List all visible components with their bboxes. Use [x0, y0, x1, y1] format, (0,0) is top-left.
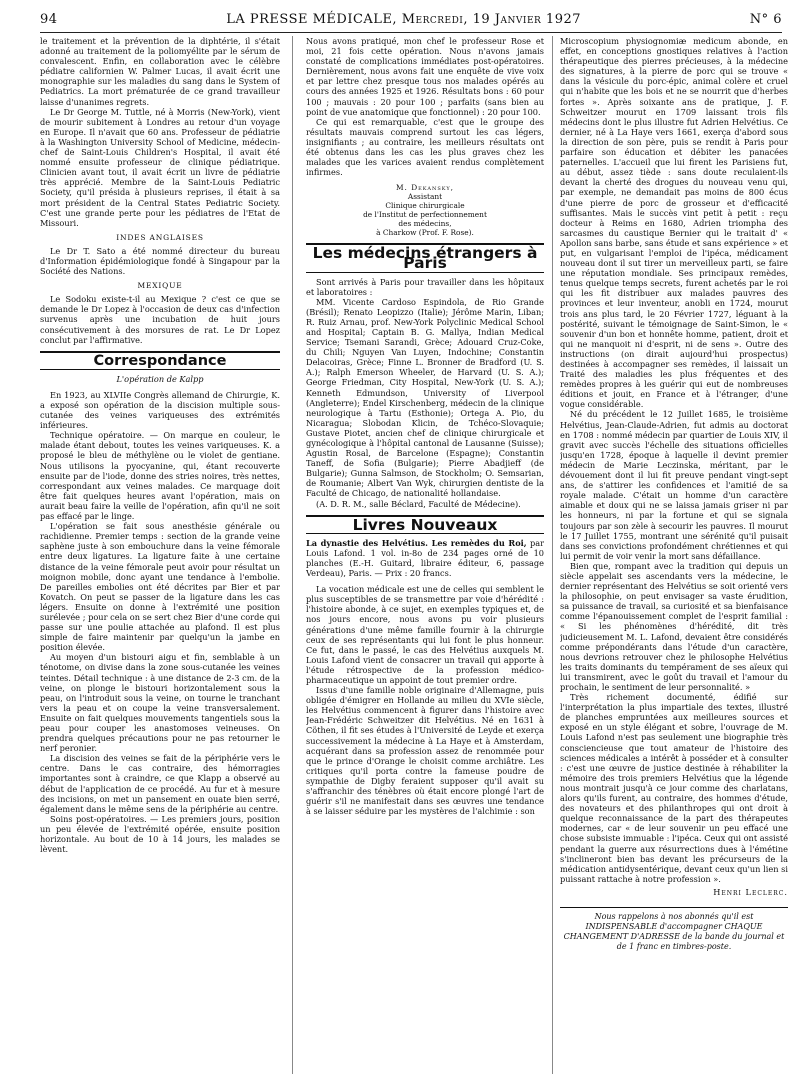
book-info: par Louis Lafond. 1 vol. in-8o de 234 pages orné de 10 planches (E.-H. Guitard, libraire éditeur, 6, passage Verdeau), Paris. — Prix : 20 francs.	[306, 537, 544, 579]
etrangers-heading: Les médecins étrangers à Paris	[306, 243, 544, 272]
paragraph: le traitement et la prévention de la diphtérie, il s'était adonné au traitement de la poliomyélite par le sérum de convalescent. Enfin, en collaboration avec le célèbre pédiatre californien W. Palmer Lucas, il avait écrit une monographie sur les maladies du sang dans le System of Pediatrics. La mort prématurée de ce grand travailleur laisse d'unanimes regrets.	[40, 36, 280, 107]
paragraph: La vocation médicale est une de celles qui semblent le plus susceptibles de se transmettre par voie d'hérédité : l'histoire abonde, à ce sujet, en exemples typiques et, de nos jours encore, nous avons pu voir plusieurs générations d'une même famille fournir à la chirurgie ceux de ses représentants qui lui font le plus honneur. Ce fut, dans le passé, le cas des Helvétius auxquels M. Louis Lafond vient de consacrer un travail qui apporte à l'étude rétrospective de la profession médico-pharmaceutique un appoint de tout premier ordre.	[306, 584, 544, 685]
journal-title: LA PRESSE MÉDICALE, Mercredi, 19 Janvier 1927	[226, 11, 582, 27]
review-signature: Henri Leclerc.	[713, 886, 788, 897]
paragraph: Nous avons pratiqué, mon chef le professeur Rose et moi, 21 fois cette opération. Nous n'avons jamais constaté de complications immédiates post-opératoires. Dernièrement, nous avons fait une enquête de vive voix et par lettre chez presque tous nos malades opérés au cours des années 1925 et 1926. Résultats bons : 60 pour 100 ; mauvais : 20 pour 100 ; parfaits (sans bien au point de vue anatomique que fonctionnel) : 20 pour 100.	[306, 36, 544, 117]
paragraph: Né du précédent le 12 Juillet 1685, le troisième Helvétius, Jean-Claude-Adrien, fut admis au doctorat en 1708 : nommé médecin par quartier de Louis XIV, il gravit avec succès l'échelle des situations officielles jusqu'en 1728, époque à laquelle il devint premier médecin de Marie Leczinska, méritant, par le dévouement dont il lui fit preuve pendant vingt-sept ans, de s'attirer les confidences et l'amitié de sa royale malade. C'était un homme d'un caractère aimable et doux qui ne se laissa jamais griser ni par les honneurs, ni par la fortune et qui se signala toujours par son zèle à secourir les pauvres. Il mourut le 17 Juillet 1755, montrant une sérénité qu'il puisait dans ses convictions profondément chrétiennes et qui lui permit de voir venir la mort sans défaillance.	[560, 409, 788, 561]
livres-heading: Livres Nouveaux	[306, 515, 544, 534]
signature-block	[306, 183, 544, 237]
paragraph: Issus d'une famille noble originaire d'Allemagne, puis obligée d'émigrer en Hollande au milieu du XVIe siècle, les Helvétius commencent à figurer dans l'histoire avec Jean-Frédéric Schweitzer dit Helvétius. Né en 1631 à Cöthen, il fit ses études à l'Université de Leyde et exerça successivement la médecine à La Haye et à Amsterdam, acquérant dans sa profession assez de renommée pour que le prince d'Orange le choisit comme archiâtre. Les critiques qu'il porta contre la fameuse poudre de sympathie de Digby feraient supposer qu'il avait su s'affranchir des ténèbres où était encore plongé l'art de guérir s'il ne manifestait dans ses œuvres une tendance à se laisser séduire par les mystères de l'alchimie : son	[306, 685, 544, 817]
correspondance-heading: Correspondance	[40, 351, 280, 370]
paragraph: En 1923, au XLVIIe Congrès allemand de Chirurgie, K. a exposé son opération de la discision multiple sous-cutanée des veines variqueuses des extrémités inférieures.	[40, 389, 280, 431]
column-rule-1	[292, 36, 293, 1074]
page-number: 94	[40, 11, 58, 27]
issue-number: N° 6	[749, 11, 782, 27]
paragraph: Le Sodoku existe-t-il au Mexique ? c'est ce que se demande le Dr Lopez à l'occasion de deux cas d'infection survenus après une incubation de huit jours consécutivement à des morsures de rat. Le Dr Lopez conclut par l'affirmative.	[40, 294, 280, 345]
paragraph: Le Dr George M. Tuttle, né à Morris (New-York), vient de mourir subitement à Londres au retour d'un voyage en Europe. Il n'avait que 60 ans. Professeur de pédiatrie à la Washington University School of Medicine, médecin-chef de Saint-Louis Children's Hospital, il avait été nommé ensuite professeur de clinique pédiatrique. Clinicien avant tout, il avait écrit un livre de pédiatrie très apprécié. Membre de la Saint-Louis Pediatric Society, qu'il présida à plusieurs reprises, il était à sa mort président de la Central States Pediatric Society. C'est une grande perte pour les pédiatres de l'Etat de Missouri.	[40, 106, 280, 228]
section-heading-indes: INDES ANGLAISES	[116, 232, 204, 242]
page-header	[40, 6, 782, 33]
paragraph: Technique opératoire. — On marque en couleur, le malade étant debout, toutes les veines variqueuses. K. a proposé le bleu de méthylène ou le violet de gentiane. Nous utilisons la pyocyanine, qui, étant recouverte ensuite par de l'iode, donne des stries noires, très nettes, correspondant aux veines malades. Ce marquage doit être fait quelques heures avant l'opération, mais on aurait beau faire la veille de l'opération, afin qu'il ne soit pas effacé par le linge.	[40, 430, 280, 522]
paragraph: Soins post-opératoires. — Les premiers jours, position un peu élevée de l'extrémité opérée, ensuite position horizontale. Au bout de 10 à 14 jours, les malades se lèvent.	[40, 813, 280, 855]
paragraph: La discision des veines se fait de la périphérie vers le centre. Dans le cas contraire, des hémorragies importantes sont à craindre, ce que Klapp a observé au début de l'application de ce procédé. Au fur et à mesure des incisions, on met un pansement en ouate bien serré, également dans le même sens de la périphérie au centre.	[40, 753, 280, 814]
signature-line: des médecins,	[398, 219, 452, 229]
paragraph: Microscopium physiognomiæ medicum abonde, en effet, en conceptions gnostiques relatives à l'action thérapeutique des pierres précieuses, à la médecine des signatures, à la pierre de porc qui se trouve « dans la vésicule du porc-épic, animal colère et cruel qui n'habite que les bois et ne se nourrit que d'herbes fortes ». Après soixante ans de pratique, J. F. Schweitzer mourut en 1709 laissant trois fils médecins dont le plus illustre fut Adrien Helvétius. Ce dernier, né à La Haye vers 1661, exerça d'abord sous la direction de son père, puis se rendit à Paris pour parfaire son éducation et débiter les panacées paternelles. L'accueil que lui firent les Parisiens fut, au début, assez tiède : sans doute reculaient-ils devant la cherté des drogues du nouveau venu qui, par exemple, ne demandait pas moins de 800 écus d'une pierre de porc de grosseur et d'efficacité suffisantes. Mais le succès vint petit à petit : reçu docteur à Reims en 1680, Adrien triompha des sarcasmes du caustique Bernier qui le traitait d' « Apollon sans barbe, sans étude et sans expérience » et put, en vulgarisant l'emploi de l'ipéca, médicament nouveau dont il sut tirer un merveilleux parti, se faire une réputation mondiale. Ses principaux remèdes, tenus quelque temps secrets, furent achetés par le roi qui les fit distribuer aux malades pauvres des provinces et leur inventeur, anobli en 1724, mourut trois ans plus tard, le 20 Février 1727, léguant à la postérité, suivant le témoignage de Saint-Simon, le « souvenir d'un bon et honnête homme, patient, droit et qui ne manquoit ni d'esprit, ni de sens ». Outre des instructions (on dirait aujourd'hui prospectus) destinées à accompagner ses remèdes, il laissait un Traité des maladies les plus fréquentes et des remèdes propres à les guérir qui eut de nombreuses éditions et jouit, en France et à l'étranger, d'une vogue considérable.	[560, 36, 788, 410]
column-1	[40, 36, 280, 1074]
signature-line: de l'Institut de perfectionnement	[363, 210, 487, 220]
signature-role: Assistant	[407, 192, 443, 202]
book-title: La dynastie des Helvétius. Les remèdes du Roi,	[306, 537, 527, 548]
column-rule-2	[552, 36, 553, 1074]
column-2	[306, 36, 544, 1074]
paragraph: Le Dr T. Sato a été nommé directeur du bureau d'Information épidémiologique fondé à Singapour par la Société des Nations.	[40, 245, 280, 277]
paragraph: (A. D. R. M., salle Béclard, Faculté de Médecine).	[316, 498, 521, 509]
book-reference	[306, 538, 544, 578]
paragraph: Bien que, rompant avec la tradition qui depuis un siècle appelait ses ascendants vers la médecine, le dernier représentant des Helvétius se soit orienté vers la philosophie, on peut envisager sa vaste érudition, sa puissance de travail, sa curiosité et sa bienfaisance comme l'épanouissement complet de l'esprit familial : « Si les phénomènes d'hérédité, dit très judicieusement M. L. Lafond, devaient être considérés comme prépondérants dans l'étude d'un caractère, nous devrions retrouver chez le philosophe Helvétius les traits dominants du tempérament de ses aïeux qui lui transmirent, avec le goût du travail et l'amour du prochain, le sentiment de leur personnalité. »	[560, 560, 788, 692]
signature-line: à Charkow (Prof. F. Rose).	[376, 228, 474, 238]
subscriber-notice: Nous rappelons à nos abonnés qu'il est INDISPENSABLE d'accompagner CHAQUE CHANGEMENT D'ADRESSE de la bande du journal et de 1 franc en timbres-poste.	[560, 907, 788, 952]
paragraph: MM. Vicente Cardoso Espindola, de Rio Grande (Brésil); Renato Leopizzo (Italie); Jérôme Marin, Liban; R. Ruiz Arnau, prof. New-York Polyclinic Medical School and Hospital; Captain B. G. Mallya, Indian Medical Service; Tsemani Sarandi, Grèce; Adouard Cruz-Coke, du Chili; Nguyen Van Luyen, Indochine; Constantin Delacoiras, Grèce; Finne L. Bronner de Bradford (U. S. A.); Ralph Emerson Wheeler, de Harvard (U. S. A.); George Friedman, City Hospital, New-York (U. S. A.); Kenneth Edmundson, University of Liverpool (Angleterre); Endel Kirschenberg, médecin de la clinique neurologique à Tartu (Esthonie); Ortega A. Pio, du Nicaragua; Slobodan Klicin, de Tchéco-Slovaquie; Gustave Piotet, ancien chef de clinique chirurgicale et gynécologique à l'hôpital cantonal de Lausanne (Suisse); Agustin Rosal, de Barcelone (Espagne); Constantin Taneff, de Sofia (Bulgarie); Pierre Abadjieff (de Bulgarie); Gunna Salmson, de Stockholm; O. Semsarian, de Roumanie; Albert Van Wyk, chirurgien dentiste de la Faculté de Chicago, de nationalité hollandaise.	[306, 296, 544, 499]
paragraph: Ce qui est remarquable, c'est que le groupe des résultats mauvais comprend surtout les cas légers, insignifiants ; au contraire, les meilleurs résultats ont été obtenus dans les cas les plus graves chez les malades que les varices avaient rendus complètement infirmes.	[306, 116, 544, 178]
paragraph: L'opération se fait sous anesthésie générale ou rachidienne. Premier temps : section de la grande veine saphène juste à son embouchure dans la veine fémorale entre deux ligatures. La ligature faite à une certaine distance de la veine fémorale peut avoir pour résultat un moignon mobile, donc ayant une tendance à l'embolie. De pareilles embolies ont été décrites par Bier et par Kovatch. On peut se passer de la ligature dans les cas légers. Ensuite on donne à l'extrémité une position surélevée ; pour cela on se sert chez Bier d'une corde qui passe sur une poulie attachée au plafond. Il est plus simple de faire maintenir par quelqu'un la jambe en position élevée.	[40, 521, 280, 653]
signature-name: M. Dekansky,	[395, 183, 455, 193]
section-heading-mexique: MEXIQUE	[137, 281, 183, 291]
paragraph: Très richement documenté, édifié sur l'interprétation la plus impartiale des textes, illustré de planches empruntées aux meilleures sources et exposé en un style élégant et sobre, l'ouvrage de M. Louis Lafond n'est pas seulement une biographie très consciencieuse que tout amateur de l'histoire des sciences médicales a intérêt à posséder et à consulter : c'est une œuvre de justice destinée à réhabiliter la mémoire des trois premiers Helvétius que la légende nous montrait jusqu'à ce jour comme des charlatans, alors qu'ils furent, au contraire, des hommes d'étude, des novateurs et des philanthropes qui ont droit à quelque reconnaissance de la part des thérapeutes modernes, car « de leur souvenir un peu effacé une chose subsiste immuable : l'ipéca. Ceux qui ont assisté pendant la guerre aux résurrections dues à l'émétine s'inclineront bien bas devant les précurseurs de la médication antidysentérique, devant ceux qu'un lien si puissant rattache à notre profession ».	[560, 692, 788, 884]
column-3	[560, 36, 788, 1074]
kalpp-subheading: L'opération de Kalpp	[116, 373, 204, 384]
signature-line: Clinique chirurgicale	[385, 201, 465, 211]
paragraph: Au moyen d'un bistouri aigu et fin, semblable à un ténotome, on divise dans la zone sous-cutanée les veines teintes. Détail technique : à une distance de 2-3 cm. de la veine, on plonge le bistouri horizontalement sous la peau, on l'introduit sous la veine, on tourne le tranchant vers la peau et on coupe la veine transversalement. Ensuite on fait quelques mouvements tangentiels sous la peau pour couper les anastomoses veineuses. On prendra quelques précautions pour ne pas retourner le nerf peronier.	[40, 652, 280, 754]
paragraph: Sont arrivés à Paris pour travailler dans les hôpitaux et laboratoires :	[306, 276, 544, 297]
